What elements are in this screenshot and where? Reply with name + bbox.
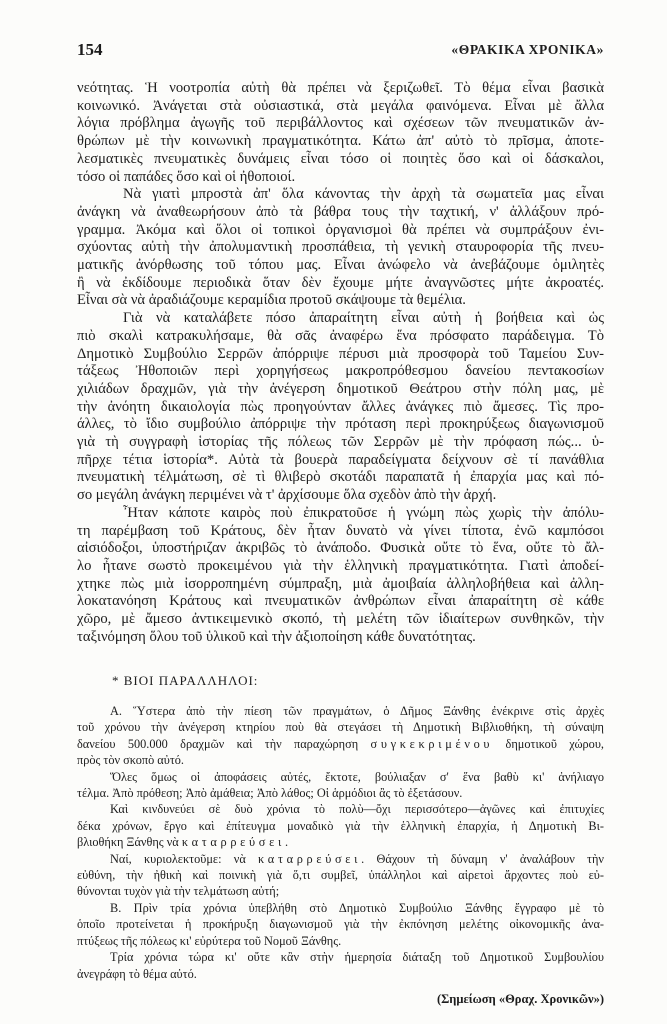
body-line: χτηκε πὼς μιὰ ἰσορροπημένη σύμπραξη, μιὰ ἀμοιβαία ἀλληλοβήθεια καὶ ἀλλη- — [77, 575, 604, 592]
body-line: πνευματικὴ τέλμάτωση, σὲ τὶ θλιβερὸ σκοτάδι παραπατᾶ ἡ ἐπαρχία μας καὶ πό- — [77, 469, 604, 486]
running-title: «ΘΡΑΚΙΚΑ ΧΡΟΝΙΚΑ» — [451, 42, 604, 57]
body-line: Νὰ γιατὶ μπροστὰ ἀπ' ὅλα κάνοντας τὴν ἀρχὴ τὰ σωματεῖα μας εἶναι — [123, 186, 604, 203]
footnote-text — [77, 703, 604, 982]
footnote-paragraph — [77, 851, 604, 900]
body-line: χιλιάδων δραχμῶν, γιὰ τὴν ἀνέγερση δημοτικοῦ Θεάτρου στὴν πόλη μας, μὲ — [77, 380, 604, 397]
body-line: λοκατανόηση Κράτους καὶ πνευματικῶν ἀνθρώπων εἶναι ἀπαραίτητη σὲ κάθε — [77, 593, 604, 610]
footnote-paragraph — [77, 801, 604, 850]
body-line: σχύοντας αὐτὴ τὴν ἀπολυμαντικὴ προσπάθεια, τὴ γενικὴ σταυροφορία τῆς πνευ- — [77, 239, 604, 256]
body-paragraph — [77, 505, 604, 647]
body-line: νεότητας. Ἡ νοοτροπία αὐτὴ θὰ πρέπει νὰ ξεριζωθεῖ. Τὸ θέμα εἶναι βασικὰ — [77, 80, 604, 96]
footnote-line — [77, 736, 604, 752]
body-line: θρώπων μὲ τὴν κοινωνικὴ πραγματικότητα. Κάτω ἀπ' αὐτὸ τὸ πρῖσμα, ἀποτε- — [77, 133, 604, 150]
footnote-heading: * ΒΙΟΙ ΠΑΡΑΛΛΗΛΟΙ: — [112, 673, 259, 688]
body-line: Ἦταν κάποτε καιρὸς ποὺ ἐπικρατοῦσε ἡ γνώμη πὼς χωρὶς τὴν ἀπόλυ- — [123, 504, 604, 521]
text-run: Ναί, κυριολεκτοῦμε: νὰ — [110, 851, 259, 866]
body-line: αἰσιόδοξοι, ὑποστήριζαν ἀκριβῶς τὸ ἀνάποδο. Φυσικὰ οὔτε τὸ ἕνα, οὔτε τὸ ἄλ- — [77, 540, 604, 557]
footnote-line: δέκα χρόνων, ἔργο καὶ ἐπίτευγμα μοναδικὸ γιὰ τὴν ἑλληνικὴ ἐπαρχία, ἡ Δημοτικὴ Βι- — [77, 818, 604, 833]
body-paragraph — [77, 80, 604, 186]
footnote-line: ὁποῖο προτείνεται ἡ προκήρυξη διαγωνισμοῦ γιὰ τὴν ἐκπόνηση μελέτης οἰκονομικῆς ἀνα- — [77, 917, 604, 932]
body-line: ἀνάγκη νὰ ἀναθεωρήσουν ἀπὸ τὰ βάθρα τους τὴν ταχτική, ν' ἀλλάξουν πρό- — [77, 203, 604, 220]
body-line: χῶρο, μὲ ἄμεσο ἀντικειμενικὸ σκοπό, τὴ μελέτη τῶν ἰδιαίτερων συνθηκῶν, τὴν — [77, 611, 604, 628]
text-run: δανείου 500.000 δραχμῶν καὶ τὴν παραχώρηση — [77, 736, 371, 751]
body-line: ταξινόμηση ὅλου τοῦ ὑλικοῦ καὶ τὴν ἀξιοποίηση κάθε δυνατότητας. — [77, 628, 476, 645]
body-paragraph — [77, 310, 604, 505]
footnote-line: Ὅλες ὅμως οἱ ἀποφάσεις αὐτές, ἔκτοτε, βούλιαξαν σ' ἕνα βαθὺ κι' ἀνήλιαγο — [110, 769, 604, 784]
footnote-line: Α. Ὕστερα ἀπὸ τὴν πίεση τῶν πραγμάτων, ὁ Δῆμος Ξάνθης ἐνέκρινε στὶς ἀρχὲς — [110, 704, 604, 718]
body-line: Εἶναι σὰ νὰ ἀραδιάζουμε κεραμίδια προτοῦ σκάψουμε τὰ θεμέλια. — [77, 292, 466, 309]
footnote-paragraph — [77, 703, 604, 769]
body-line: γιὰ τὴ συγγραφὴ ἱστορίας τῆς πόλεως τῶν Σερρῶν μὲ τὴν πρόφαση πώς... ὑ- — [77, 434, 604, 451]
body-line: τη παρέμβαση τοῦ Κράτους, δὲν ἦταν δυνατὸ νὰ γίνει τίποτα, ἐνῶ καμπόσοι — [77, 522, 604, 539]
footnote-line: τοῦ χρόνου τὴν ἀνέγερση κτηρίου ποὺ θὰ στεγάσει τὴ Δημοτικὴ Βιβλιοθήκη, τὴ σύναψη — [77, 720, 604, 735]
body-line: Δημοτικὸ Συμβούλιο Σερρῶν ἀπόρριψε πέρυσι μιὰ προσφορὰ τοῦ Ταμείου Συν- — [77, 345, 604, 362]
body-line: γραμμα. Ἀκόμα καὶ ὅλοι οἱ τοπικοὶ ὀργανισμοὶ θὰ πρέπει νὰ συμπράξουν ἐνι- — [77, 221, 604, 238]
footnote-line: Καὶ κινδυνεύει σὲ δυὸ χρόνια τὸ πολὺ—ὄχι περισσότερο—ἀγῶνες καὶ ἐπιτυχίες — [110, 802, 604, 817]
footnote-line: πτύξεως τῆς πόλεως κι' εὐρύτερα τοῦ Νομοῦ Ξάνθης. — [77, 933, 342, 948]
footnote-line: θύνονται τυχὸν γιὰ τὴν τελμάτωση αὐτή; — [77, 884, 280, 899]
footnote-line: εὐθύνη, τὴν ἠθικὴ καὶ ποινικὴ γιὰ ὅ,τι συμβεῖ, ὑπάλληλοι καὶ αἱρετοὶ ἄρχοντες ποὺ εὐ- — [77, 868, 604, 883]
footnote-line — [77, 851, 604, 867]
page-header — [77, 40, 604, 60]
footnote-paragraph — [77, 949, 604, 982]
letter-spaced-emphasis: καταρρεύσει — [258, 851, 362, 866]
letter-spaced-emphasis: συγκεκριμένου — [370, 736, 494, 751]
body-paragraph — [77, 186, 604, 310]
body-line: λόγια πρόβλημα ἀγωγῆς τοῦ περιβάλλοντος καὶ σχέσεων τῶν πνευματικῶν ἀν- — [77, 115, 604, 132]
body-line: ἢ νὰ ἐκδίδουμε περιοδικὰ ὅταν δὲν ἔχουμε μήτε ἀναγνῶστες μήτε ἀκροατές. — [77, 274, 604, 291]
text-run: . Θάχουν τὴ δύναμη ν' ἀναλάβουν τὴν — [361, 851, 604, 866]
page-number: 154 — [77, 40, 103, 59]
body-line: πιὸ σκαλὶ κατρακυλήσαμε, θὰ σᾶς ἀναφέρω ἕνα πρόσφατο παράδειγμα. Τὸ — [77, 327, 604, 344]
body-line: λο ἦτανε σωστὸ προκειμένου γιὰ τὴν ἑλληνικὴ πραγματικότητα. Γιατὶ ἀποδεί- — [77, 557, 604, 574]
footnote-line: τέλμα. Ἀπὸ πρόθεση; Ἀπὸ ἀμάθεια; Ἀπὸ λάθος; Οἱ ἁρμόδιοι ἂς τὸ ἐξετάσουν. — [77, 786, 463, 801]
footnote-line — [77, 834, 604, 850]
text-run: . — [284, 835, 289, 850]
body-line: τὴν ἀνόητη δικαιολογία πὼς προηγούνταν ἄλλες ἀνάγκες πιὸ ἄμεσες. Τὶς προ- — [77, 398, 604, 415]
footnote-line: Τρία χρόνια τώρα κι' οὔτε κἂν στὴν ἡμερησία διάταξη τοῦ Δημοτικοῦ Συμβουλίου — [110, 950, 604, 965]
body-line: τάξεως Ἠθοποιῶν περὶ χορηγήσεως μακροπρόθεσμου δανείου πεντακοσίων — [77, 363, 604, 380]
body-line: άλλες, τὸ ἴδιο συμβούλιο ἀπόρριψε τὴν πρόταση περὶ προκηρύξεως διαγωνισμοῦ — [77, 416, 604, 433]
text-run: βλιοθήκη Ξάνθης νὰ — [77, 835, 182, 850]
footnote-line: ἀνεγράφη τὸ θέμα αὐτό. — [77, 966, 197, 981]
footnote-signature: (Σημείωση «Θραχ. Χρονικῶν») — [436, 992, 604, 1006]
body-line: λεσματικὲς πνευματικὲς δυνάμεις εἶναι τόσο οἱ ποιητὲς ὅσο καὶ οἱ δάσκαλοι, — [77, 150, 604, 167]
body-line: τόσο οἱ παπάδες ὅσο καὶ οἱ ἠθοποιοί. — [77, 168, 296, 185]
body-line: κοινωνικό. Ἀνάγεται στὰ οὐσιαστικά, στὰ μεγάλα φαινόμενα. Εἶναι μὲ ἄλλα — [77, 97, 604, 114]
text-run: δημοτικοῦ χώρου, — [493, 736, 604, 751]
footnote-line: πρὸς τὸν σκοπὸ αὐτό. — [77, 753, 184, 768]
footnote-paragraph — [77, 769, 604, 802]
main-text — [77, 80, 604, 647]
body-line: σο μεγάλη ἀνάγκη περιμένει νὰ τ' ἀρχίσουμε ὅλα σχεδὸν ἀπὸ τὴν ἀρχή. — [77, 487, 497, 504]
footnote-line: Β. Πρὶν τρία χρόνια ὑπεβλήθη στὸ Δημοτικὸ Συμβούλιο Ξάνθης ἔγγραφο μὲ τὸ — [110, 900, 604, 915]
body-line: Γιὰ νὰ καταλάβετε πόσο ἀπαραίτητη εἶναι αὐτὴ ἡ βοήθεια καὶ ὡς — [123, 310, 604, 327]
body-line: πῆρχε τέτια ἱστορία*. Αὐτὰ τὰ βουερὰ παραδείγματα δείχνουν σὲ τί πανάθλια — [77, 451, 604, 468]
body-line: ματικῆς ἀνόρθωσης τοῦ τόπου μας. Εἶναι ἀνώφελο νὰ ἀνεβάζουμε ὁμιλητὲς — [77, 257, 604, 274]
letter-spaced-emphasis: καταρρεύσει — [181, 835, 285, 850]
footnote-paragraph — [77, 900, 604, 949]
